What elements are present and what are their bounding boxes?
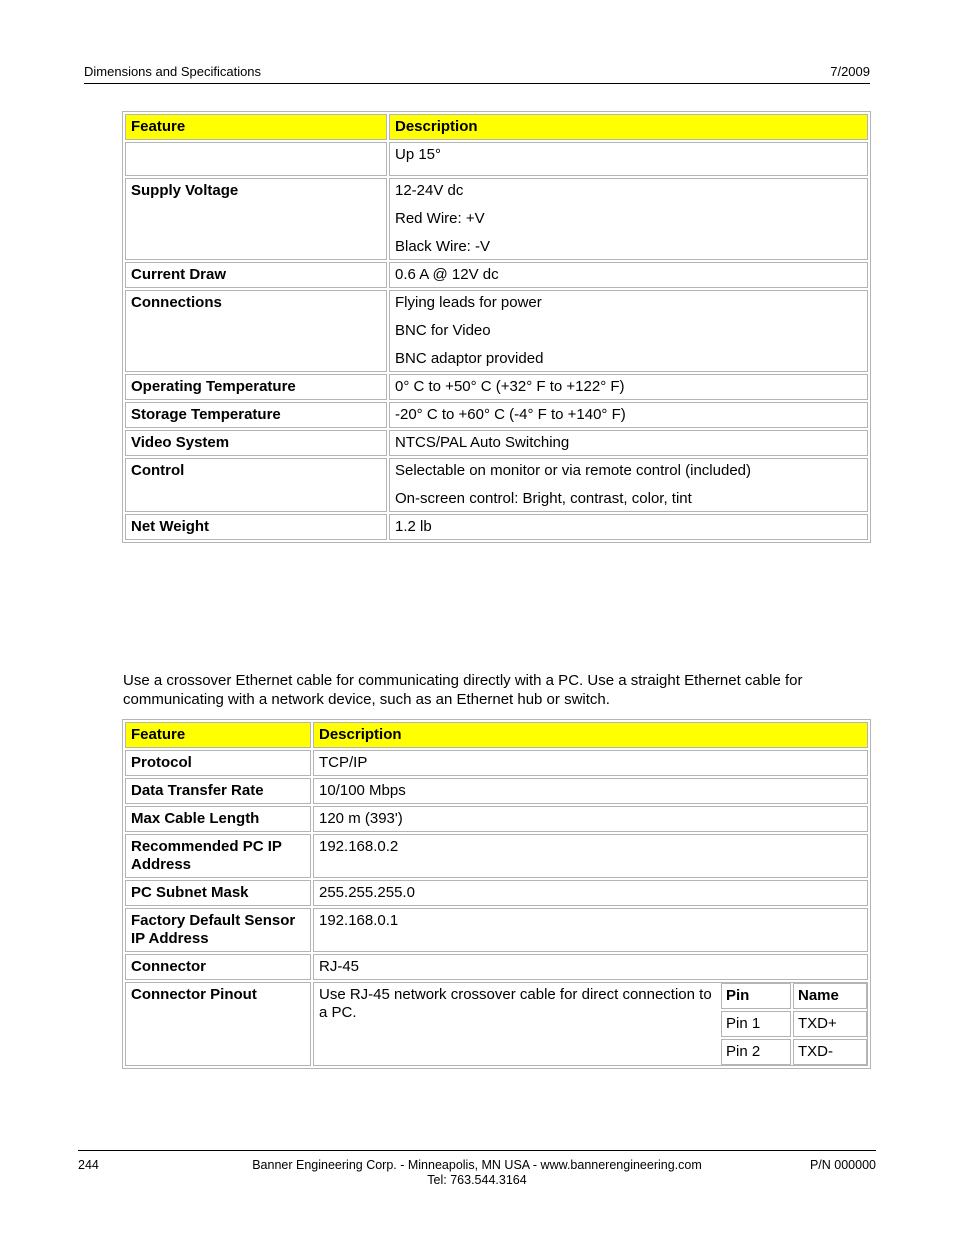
description-cell: TCP/IP: [313, 750, 868, 776]
table-row: [125, 430, 868, 456]
feature-cell: Protocol: [125, 750, 311, 776]
feature-cell: PC Subnet Mask: [125, 880, 311, 906]
description-cell: 0° C to +50° C (+32° F to +122° F): [389, 374, 868, 400]
description-cell: 120 m (393'): [313, 806, 868, 832]
feature-cell: Max Cable Length: [125, 806, 311, 832]
table-row: [125, 262, 868, 288]
pin-name-cell: TXD+: [793, 1011, 867, 1037]
description-cell: 12-24V dc Red Wire: +V Black Wire: -V: [389, 178, 868, 260]
column-header-feature: Feature: [125, 114, 387, 140]
feature-cell: Control: [125, 458, 387, 512]
pinout-description: Use RJ-45 network crossover cable for direct connection to a PC.: [319, 986, 712, 1021]
column-header-description: Description: [313, 722, 868, 748]
header-rule: [84, 83, 870, 84]
feature-cell: Supply Voltage: [125, 178, 387, 260]
footer-part-number: P/N 000000: [809, 1158, 876, 1172]
pin-cell: Pin 2: [721, 1039, 791, 1065]
table-row: [125, 834, 868, 878]
table-row: [125, 402, 868, 428]
description-cell: 1.2 lb: [389, 514, 868, 540]
column-header-description: Description: [389, 114, 868, 140]
table-header-row: [125, 722, 868, 748]
footer-telephone: Tel: 763.544.3164: [427, 1173, 527, 1187]
table-row: [125, 142, 868, 176]
pinout-row: [721, 1039, 867, 1065]
feature-cell: Connector Pinout: [125, 982, 311, 1066]
header-section-title: Dimensions and Specifications: [84, 64, 262, 79]
table-row: [125, 374, 868, 400]
description-cell: Flying leads for power BNC for Video BNC adaptor provided: [389, 290, 868, 372]
pinout-table: [719, 981, 869, 1067]
feature-cell: Data Transfer Rate: [125, 778, 311, 804]
description-cell: 0.6 A @ 12V dc: [389, 262, 868, 288]
pinout-description-cell: [313, 982, 868, 1066]
description-cell: 10/100 Mbps: [313, 778, 868, 804]
description-cell: NTCS/PAL Auto Switching: [389, 430, 868, 456]
table-row: [125, 514, 868, 540]
description-cell: -20° C to +60° C (-4° F to +140° F): [389, 402, 868, 428]
description-cell: 255.255.255.0: [313, 880, 868, 906]
description-cell: 192.168.0.2: [313, 834, 868, 878]
pin-name-cell: TXD-: [793, 1039, 867, 1065]
feature-cell: Video System: [125, 430, 387, 456]
table-row: [125, 982, 868, 1066]
header-date: 7/2009: [830, 64, 870, 79]
footer-company: Banner Engineering Corp. - Minneapolis, MN USA - www.bannerengineering.com: [252, 1158, 702, 1172]
table-header-row: [125, 114, 868, 140]
feature-cell: Connections: [125, 290, 387, 372]
feature-cell: Connector: [125, 954, 311, 980]
table-row: [125, 880, 868, 906]
description-cell: RJ-45: [313, 954, 868, 980]
description-cell: Selectable on monitor or via remote control (included) On-screen control: Bright, contrast, color, tint: [389, 458, 868, 512]
table-row: [125, 908, 868, 952]
footer-page-number: 244: [78, 1158, 99, 1172]
description-cell: Up 15°: [389, 142, 868, 176]
pinout-row: [721, 1011, 867, 1037]
table-row: [125, 954, 868, 980]
table-row: [125, 290, 868, 372]
pinout-header-pin: Pin: [721, 983, 791, 1009]
table-row: [125, 178, 868, 260]
ethernet-specifications-table: [122, 719, 871, 1069]
pinout-header-row: [721, 983, 867, 1009]
feature-cell: Operating Temperature: [125, 374, 387, 400]
specifications-table: [122, 111, 871, 543]
pinout-header-name: Name: [793, 983, 867, 1009]
pin-cell: Pin 1: [721, 1011, 791, 1037]
feature-cell: Storage Temperature: [125, 402, 387, 428]
feature-cell: Net Weight: [125, 514, 387, 540]
footer-rule: [78, 1150, 876, 1151]
feature-cell: Factory Default Sensor IP Address: [125, 908, 311, 952]
description-cell: 192.168.0.1: [313, 908, 868, 952]
ethernet-cable-paragraph: Use a crossover Ethernet cable for communicating directly with a PC. Use a straight Ethernet cable for communicating with a network device, such as an Ethernet hub or switch.: [123, 672, 803, 708]
feature-cell: [125, 142, 387, 176]
table-row: [125, 806, 868, 832]
feature-cell: Current Draw: [125, 262, 387, 288]
table-row: [125, 750, 868, 776]
column-header-feature: Feature: [125, 722, 311, 748]
feature-cell: Recommended PC IP Address: [125, 834, 311, 878]
table-row: [125, 778, 868, 804]
table-row: [125, 458, 868, 512]
